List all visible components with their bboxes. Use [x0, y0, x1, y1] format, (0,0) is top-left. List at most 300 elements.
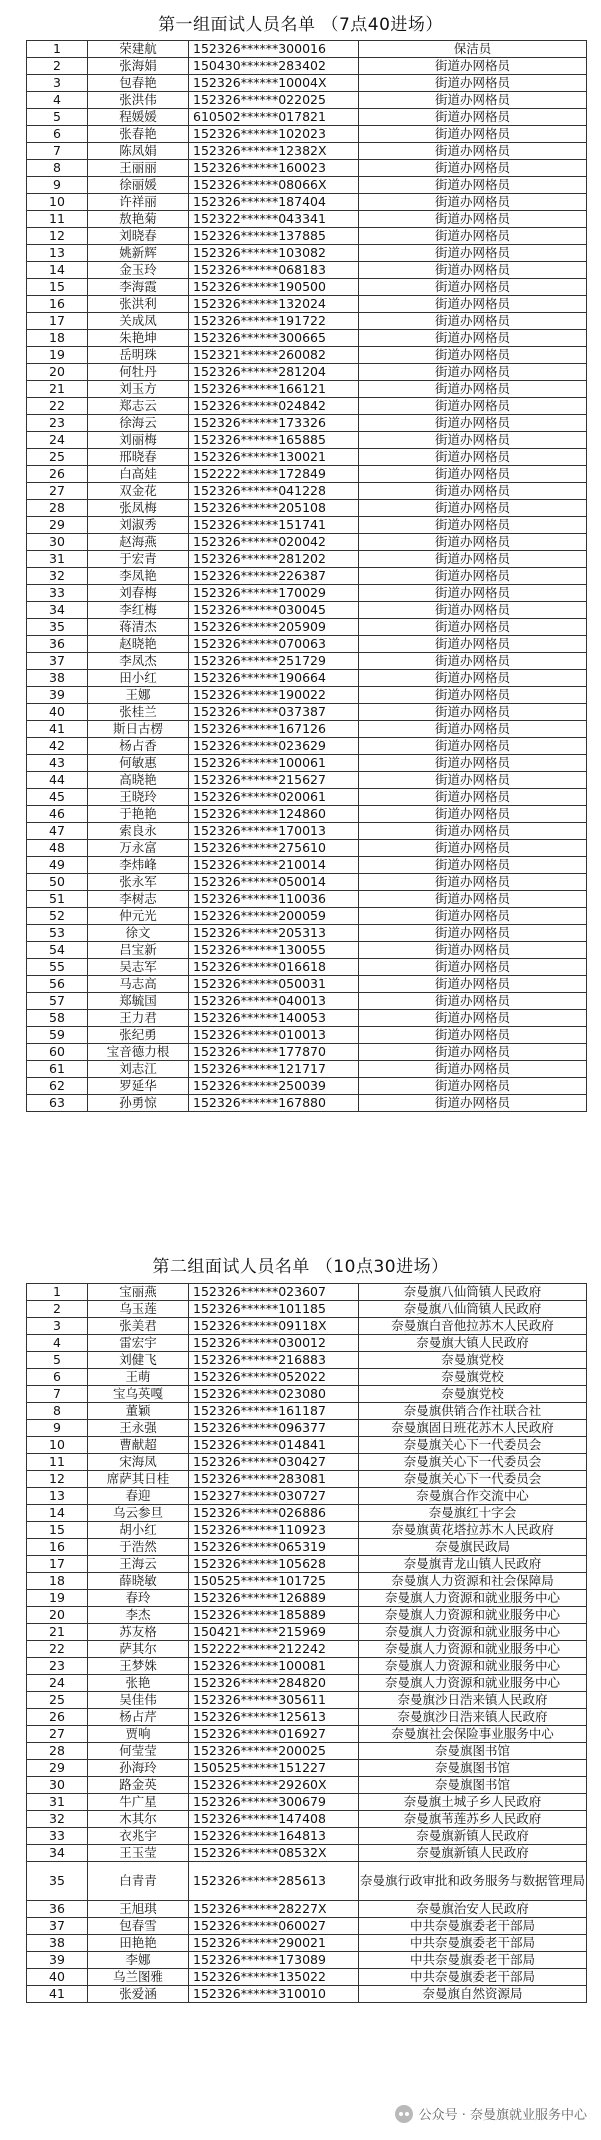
table-row [27, 772, 587, 789]
row-number: 5 [27, 1352, 88, 1369]
position: 奈曼旗人力资源和就业服务中心 [359, 1675, 587, 1692]
row-number: 13 [27, 1488, 88, 1505]
position: 街道办网格员 [359, 330, 587, 347]
row-number: 36 [27, 636, 88, 653]
row-number: 32 [27, 1811, 88, 1828]
position: 街道办网格员 [359, 262, 587, 279]
candidate-name: 张洪利 [88, 296, 189, 313]
table-row [27, 789, 587, 806]
candidate-name: 刘晓春 [88, 228, 189, 245]
position: 街道办网格员 [359, 500, 587, 517]
candidate-name: 李海霞 [88, 279, 189, 296]
position: 街道办网格员 [359, 483, 587, 500]
candidate-name: 孙勇惊 [88, 1095, 189, 1112]
table-row [27, 653, 587, 670]
row-number: 25 [27, 449, 88, 466]
candidate-name: 姚新辉 [88, 245, 189, 262]
candidate-name: 敖艳菊 [88, 211, 189, 228]
row-number: 2 [27, 58, 88, 75]
candidate-name: 李树志 [88, 891, 189, 908]
row-number: 1 [27, 41, 88, 58]
candidate-name: 包春雪 [88, 1918, 189, 1935]
candidate-name: 朱艳坤 [88, 330, 189, 347]
id-number: 152326******014841 [189, 1437, 359, 1454]
id-number: 152326******016927 [189, 1726, 359, 1743]
table-row [27, 1969, 587, 1986]
candidate-name: 于宏青 [88, 551, 189, 568]
row-number: 11 [27, 211, 88, 228]
candidate-name: 白高娃 [88, 466, 189, 483]
table-row [27, 75, 587, 92]
table-row [27, 1522, 587, 1539]
id-number: 152326******29260X [189, 1777, 359, 1794]
group2-title: 第二组面试人员名单 （10点30进场） [152, 1257, 449, 1277]
candidate-name: 赵晓艳 [88, 636, 189, 653]
position: 街道办网格员 [359, 347, 587, 364]
id-number: 152326******130055 [189, 942, 359, 959]
row-number: 42 [27, 738, 88, 755]
candidate-name: 岳明珠 [88, 347, 189, 364]
candidate-name: 金玉玲 [88, 262, 189, 279]
position: 奈曼旗八仙筒镇人民政府 [359, 1301, 587, 1318]
table-row [27, 1607, 587, 1624]
id-number: 152326******010013 [189, 1027, 359, 1044]
row-number: 59 [27, 1027, 88, 1044]
table-row [27, 1403, 587, 1420]
id-number: 152326******130021 [189, 449, 359, 466]
position: 街道办网格员 [359, 704, 587, 721]
candidate-name: 何莹莹 [88, 1743, 189, 1760]
id-number: 152326******101185 [189, 1301, 359, 1318]
position: 街道办网格员 [359, 993, 587, 1010]
table-row [27, 840, 587, 857]
row-number: 50 [27, 874, 88, 891]
id-number: 152326******125613 [189, 1709, 359, 1726]
id-number: 152326******110036 [189, 891, 359, 908]
position: 奈曼旗社会保险事业服务中心 [359, 1726, 587, 1743]
position: 街道办网格员 [359, 857, 587, 874]
id-number: 152326******10004X [189, 75, 359, 92]
candidate-name: 孙海玲 [88, 1760, 189, 1777]
row-number: 23 [27, 1658, 88, 1675]
candidate-name: 张凤梅 [88, 500, 189, 517]
id-number: 152326******024842 [189, 398, 359, 415]
table-row [27, 993, 587, 1010]
table-row [27, 1901, 587, 1918]
id-number: 152326******023607 [189, 1284, 359, 1301]
id-number: 152326******177870 [189, 1044, 359, 1061]
id-number: 152326******166121 [189, 381, 359, 398]
id-number: 152326******126889 [189, 1590, 359, 1607]
position: 奈曼旗党校 [359, 1386, 587, 1403]
position: 奈曼旗合作交流中心 [359, 1488, 587, 1505]
candidate-name: 关成凤 [88, 313, 189, 330]
row-number: 30 [27, 1777, 88, 1794]
row-number: 27 [27, 483, 88, 500]
row-number: 37 [27, 1918, 88, 1935]
position: 奈曼旗治安人民政府 [359, 1901, 587, 1918]
position: 奈曼旗图书馆 [359, 1777, 587, 1794]
candidate-name: 陈凤娟 [88, 143, 189, 160]
candidate-name: 邢晓春 [88, 449, 189, 466]
candidate-name: 刘玉方 [88, 381, 189, 398]
position: 街道办网格员 [359, 772, 587, 789]
candidate-name: 何牡丹 [88, 364, 189, 381]
id-number: 152326******250039 [189, 1078, 359, 1095]
table-row [27, 1811, 587, 1828]
row-number: 18 [27, 1573, 88, 1590]
row-number: 33 [27, 1828, 88, 1845]
row-number: 7 [27, 143, 88, 160]
row-number: 13 [27, 245, 88, 262]
id-number: 152326******100061 [189, 755, 359, 772]
table-row [27, 41, 587, 58]
table-row [27, 670, 587, 687]
id-number: 152326******165885 [189, 432, 359, 449]
table-row [27, 262, 587, 279]
table-row [27, 1641, 587, 1658]
row-number: 53 [27, 925, 88, 942]
position: 奈曼旗图书馆 [359, 1760, 587, 1777]
candidate-name: 仲元光 [88, 908, 189, 925]
watermark [395, 2104, 587, 2123]
row-number: 43 [27, 755, 88, 772]
id-number: 610502******017821 [189, 109, 359, 126]
candidate-name: 荣建航 [88, 41, 189, 58]
table-row [27, 619, 587, 636]
table-row [27, 1505, 587, 1522]
position: 街道办网格员 [359, 534, 587, 551]
position: 街道办网格员 [359, 670, 587, 687]
table-row [27, 1044, 587, 1061]
candidate-name: 李凤杰 [88, 653, 189, 670]
wechat-icon [395, 2105, 413, 2123]
position: 街道办网格员 [359, 925, 587, 942]
position: 奈曼旗行政审批和政务服务与数据管理局 [359, 1862, 587, 1901]
position: 奈曼旗人力资源和就业服务中心 [359, 1658, 587, 1675]
id-number: 152326******28227X [189, 1901, 359, 1918]
candidate-name: 程媛媛 [88, 109, 189, 126]
table-row [27, 755, 587, 772]
row-number: 4 [27, 1335, 88, 1352]
position: 街道办网格员 [359, 1078, 587, 1095]
position: 奈曼旗关心下一代委员会 [359, 1454, 587, 1471]
table-row [27, 1845, 587, 1862]
table-row [27, 534, 587, 551]
position: 街道办网格员 [359, 908, 587, 925]
id-number: 152326******105628 [189, 1556, 359, 1573]
id-number: 152326******022025 [189, 92, 359, 109]
row-number: 23 [27, 415, 88, 432]
table-row [27, 1369, 587, 1386]
row-number: 52 [27, 908, 88, 925]
row-number: 29 [27, 517, 88, 534]
row-number: 45 [27, 789, 88, 806]
id-number: 152321******260082 [189, 347, 359, 364]
table-row [27, 381, 587, 398]
candidate-name: 乌兰图雅 [88, 1969, 189, 1986]
id-number: 152326******215627 [189, 772, 359, 789]
row-number: 61 [27, 1061, 88, 1078]
table-row [27, 1061, 587, 1078]
table-row [27, 1828, 587, 1845]
candidate-name: 白青青 [88, 1862, 189, 1901]
position: 保洁员 [359, 41, 587, 58]
row-number: 41 [27, 1986, 88, 2003]
id-number: 152326******08066X [189, 177, 359, 194]
id-number: 152326******300679 [189, 1794, 359, 1811]
table-row [27, 1675, 587, 1692]
position: 街道办网格员 [359, 364, 587, 381]
position: 奈曼旗图书馆 [359, 1743, 587, 1760]
candidate-name: 张艳 [88, 1675, 189, 1692]
table-row [27, 568, 587, 585]
id-number: 152326******285613 [189, 1862, 359, 1901]
id-number: 152326******300016 [189, 41, 359, 58]
position: 街道办网格员 [359, 1095, 587, 1112]
position: 奈曼旗关心下一代委员会 [359, 1437, 587, 1454]
id-number: 152326******185889 [189, 1607, 359, 1624]
row-number: 30 [27, 534, 88, 551]
row-number: 17 [27, 1556, 88, 1573]
id-number: 152326******060027 [189, 1918, 359, 1935]
position: 中共奈曼旗委老干部局 [359, 1952, 587, 1969]
candidate-name: 宝音德力根 [88, 1044, 189, 1061]
id-number: 152326******275610 [189, 840, 359, 857]
id-number: 152326******096377 [189, 1420, 359, 1437]
row-number: 8 [27, 160, 88, 177]
position: 奈曼旗新镇人民政府 [359, 1828, 587, 1845]
row-number: 38 [27, 670, 88, 687]
row-number: 4 [27, 92, 88, 109]
candidate-name: 王旭琪 [88, 1901, 189, 1918]
group2-table [26, 1283, 587, 2003]
position: 奈曼旗青龙山镇人民政府 [359, 1556, 587, 1573]
candidate-name: 王娜 [88, 687, 189, 704]
row-number: 22 [27, 1641, 88, 1658]
id-number: 152326******020061 [189, 789, 359, 806]
id-number: 152326******205108 [189, 500, 359, 517]
id-number: 152326******170013 [189, 823, 359, 840]
position: 街道办网格员 [359, 1044, 587, 1061]
id-number: 152326******100081 [189, 1658, 359, 1675]
row-number: 38 [27, 1935, 88, 1952]
row-number: 9 [27, 1420, 88, 1437]
row-number: 31 [27, 1794, 88, 1811]
id-number: 152222******172849 [189, 466, 359, 483]
table-row [27, 313, 587, 330]
id-number: 152326******068183 [189, 262, 359, 279]
id-number: 152326******023629 [189, 738, 359, 755]
id-number: 152322******043341 [189, 211, 359, 228]
table-row [27, 1454, 587, 1471]
id-number: 152326******187404 [189, 194, 359, 211]
table-row [27, 143, 587, 160]
table-row [27, 806, 587, 823]
candidate-name: 万永富 [88, 840, 189, 857]
position: 街道办网格员 [359, 245, 587, 262]
candidate-name: 于浩然 [88, 1539, 189, 1556]
position: 街道办网格员 [359, 1027, 587, 1044]
position: 街道办网格员 [359, 585, 587, 602]
candidate-name: 于艳艳 [88, 806, 189, 823]
candidate-name: 春迎 [88, 1488, 189, 1505]
position: 奈曼旗党校 [359, 1352, 587, 1369]
row-number: 54 [27, 942, 88, 959]
id-number: 150525******151227 [189, 1760, 359, 1777]
id-number: 152326******305611 [189, 1692, 359, 1709]
table-row [27, 1624, 587, 1641]
id-number: 152326******020042 [189, 534, 359, 551]
candidate-name: 张爱涵 [88, 1986, 189, 2003]
candidate-name: 张纪勇 [88, 1027, 189, 1044]
id-number: 152326******030427 [189, 1454, 359, 1471]
candidate-name: 刘淑秀 [88, 517, 189, 534]
position: 街道办网格员 [359, 823, 587, 840]
row-number: 41 [27, 721, 88, 738]
position: 街道办网格员 [359, 721, 587, 738]
id-number: 152326******205909 [189, 619, 359, 636]
id-number: 152326******052022 [189, 1369, 359, 1386]
candidate-name: 衣兆宇 [88, 1828, 189, 1845]
position: 奈曼旗红十字会 [359, 1505, 587, 1522]
candidate-name: 木其尔 [88, 1811, 189, 1828]
row-number: 26 [27, 466, 88, 483]
row-number: 35 [27, 619, 88, 636]
row-number: 19 [27, 1590, 88, 1607]
id-number: 152326******170029 [189, 585, 359, 602]
id-number: 152326******147408 [189, 1811, 359, 1828]
candidate-name: 郑志云 [88, 398, 189, 415]
position: 奈曼旗自然资源局 [359, 1986, 587, 2003]
position: 街道办网格员 [359, 58, 587, 75]
id-number: 152326******12382X [189, 143, 359, 160]
table-row [27, 415, 587, 432]
table-row [27, 1386, 587, 1403]
row-number: 2 [27, 1301, 88, 1318]
position: 街道办网格员 [359, 160, 587, 177]
table-row [27, 194, 587, 211]
position: 街道办网格员 [359, 602, 587, 619]
candidate-name: 吴志军 [88, 959, 189, 976]
row-number: 21 [27, 1624, 88, 1641]
position: 奈曼旗供销合作社联合社 [359, 1403, 587, 1420]
table-row [27, 1078, 587, 1095]
row-number: 1 [27, 1284, 88, 1301]
candidate-name: 王丽丽 [88, 160, 189, 177]
table-row [27, 1284, 587, 1301]
row-number: 33 [27, 585, 88, 602]
row-number: 16 [27, 296, 88, 313]
candidate-name: 董颖 [88, 1403, 189, 1420]
position: 奈曼旗苇莲苏乡人民政府 [359, 1811, 587, 1828]
position: 街道办网格员 [359, 177, 587, 194]
table-row [27, 1760, 587, 1777]
position: 街道办网格员 [359, 789, 587, 806]
table-row [27, 1777, 587, 1794]
row-number: 8 [27, 1403, 88, 1420]
row-number: 35 [27, 1862, 88, 1901]
id-number: 152326******284820 [189, 1675, 359, 1692]
table-row [27, 500, 587, 517]
id-number: 152326******037387 [189, 704, 359, 721]
candidate-name: 宝丽燕 [88, 1284, 189, 1301]
row-number: 28 [27, 1743, 88, 1760]
table-row [27, 1301, 587, 1318]
row-number: 62 [27, 1078, 88, 1095]
table-row [27, 1539, 587, 1556]
table-row [27, 58, 587, 75]
candidate-name: 王永强 [88, 1420, 189, 1437]
id-number: 152326******016618 [189, 959, 359, 976]
candidate-name: 雷宏宇 [88, 1335, 189, 1352]
table-row [27, 126, 587, 143]
table-row [27, 636, 587, 653]
id-number: 152326******041228 [189, 483, 359, 500]
candidate-name: 刘志江 [88, 1061, 189, 1078]
id-number: 152326******030045 [189, 602, 359, 619]
table-row [27, 1658, 587, 1675]
position: 街道办网格员 [359, 517, 587, 534]
row-number: 16 [27, 1539, 88, 1556]
table-row [27, 738, 587, 755]
table-row [27, 483, 587, 500]
id-number: 152326******173089 [189, 1952, 359, 1969]
row-number: 15 [27, 279, 88, 296]
position: 街道办网格员 [359, 551, 587, 568]
candidate-name: 杨占香 [88, 738, 189, 755]
row-number: 44 [27, 772, 88, 789]
candidate-name: 张海娟 [88, 58, 189, 75]
position: 街道办网格员 [359, 381, 587, 398]
position: 奈曼旗固日班花苏木人民政府 [359, 1420, 587, 1437]
row-number: 57 [27, 993, 88, 1010]
row-number: 17 [27, 313, 88, 330]
position: 奈曼旗沙日浩来镇人民政府 [359, 1692, 587, 1709]
group1-table [26, 40, 587, 1112]
position: 街道办网格员 [359, 313, 587, 330]
id-number: 150421******215969 [189, 1624, 359, 1641]
id-number: 152326******040013 [189, 993, 359, 1010]
id-number: 152326******200025 [189, 1743, 359, 1760]
watermark-text: 公众号 · 奈曼旗就业服务中心 [418, 2108, 587, 2123]
id-number: 152326******283081 [189, 1471, 359, 1488]
table-row [27, 551, 587, 568]
id-number: 152326******124860 [189, 806, 359, 823]
table-row [27, 1986, 587, 2003]
position: 奈曼旗八仙筒镇人民政府 [359, 1284, 587, 1301]
position: 街道办网格员 [359, 619, 587, 636]
position: 街道办网格员 [359, 92, 587, 109]
id-number: 152326******216883 [189, 1352, 359, 1369]
id-number: 152326******210014 [189, 857, 359, 874]
id-number: 152326******050014 [189, 874, 359, 891]
table-row [27, 1573, 587, 1590]
id-number: 150525******101725 [189, 1573, 359, 1590]
id-number: 152326******191722 [189, 313, 359, 330]
position: 街道办网格员 [359, 466, 587, 483]
row-number: 46 [27, 806, 88, 823]
row-number: 47 [27, 823, 88, 840]
candidate-name: 田小红 [88, 670, 189, 687]
candidate-name: 宋海凤 [88, 1454, 189, 1471]
id-number: 152326******300665 [189, 330, 359, 347]
position: 奈曼旗土城子乡人民政府 [359, 1794, 587, 1811]
id-number: 152326******281202 [189, 551, 359, 568]
table-row [27, 687, 587, 704]
table-row [27, 1794, 587, 1811]
candidate-name: 郑毓国 [88, 993, 189, 1010]
